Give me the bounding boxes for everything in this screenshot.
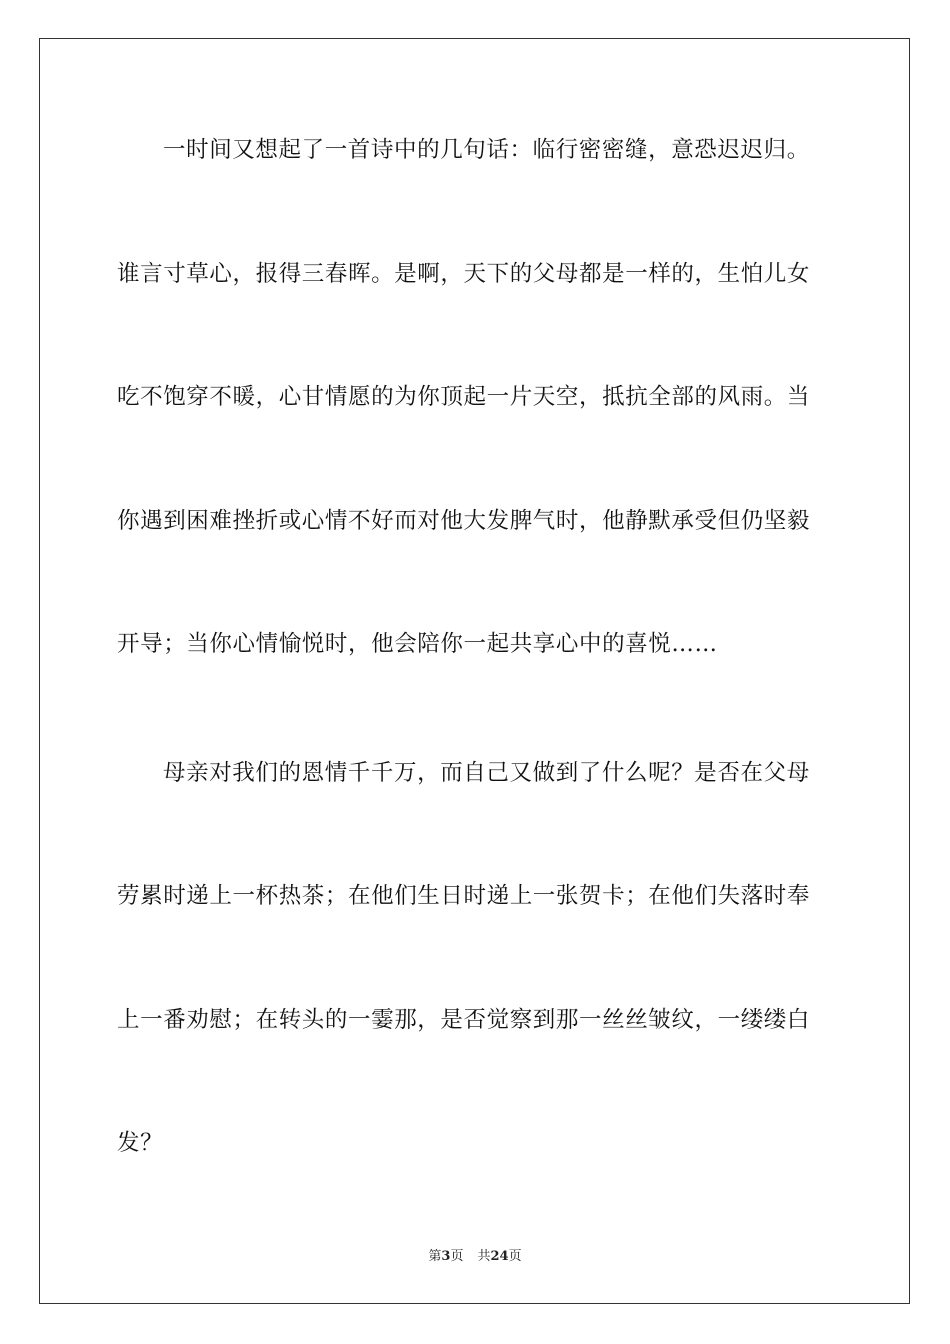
paragraph-2-line-4: 发？ <box>117 1130 164 1156</box>
total-pages: 24 <box>490 1249 509 1264</box>
paragraph-2-line-1: 母亲对我们的恩情千千万，而自己又做到了什么呢？是否在父母 <box>163 760 810 786</box>
page-prefix: 第 <box>428 1249 442 1264</box>
page-footer <box>0 1248 950 1266</box>
page-border <box>39 38 910 1304</box>
paragraph-1-line-1: 一时间又想起了一首诗中的几句话：临行密密缝，意恐迟迟归。 <box>163 137 810 163</box>
paragraph-1-line-5: 开导；当你心情愉悦时，他会陪你一起共享心中的喜悦…… <box>117 631 718 657</box>
total-prefix: 共 <box>477 1249 491 1264</box>
paragraph-1-line-2: 谁言寸草心，报得三春晖。是啊，天下的父母都是一样的，生怕儿女 <box>117 261 811 287</box>
page-suffix: 页 <box>450 1249 464 1264</box>
paragraph-1-line-3: 吃不饱穿不暖，心甘情愿的为你顶起一片天空，抵抗全部的风雨。当 <box>117 384 811 410</box>
page-number: 3 <box>441 1249 451 1264</box>
total-suffix: 页 <box>508 1249 522 1264</box>
paragraph-2-line-2: 劳累时递上一杯热茶；在他们生日时递上一张贺卡；在他们失落时奉 <box>117 883 811 909</box>
paragraph-2-line-3: 上一番劝慰；在转头的一霎那，是否觉察到那一丝丝皱纹，一缕缕白 <box>117 1007 811 1033</box>
paragraph-1-line-4: 你遇到困难挫折或心情不好而对他大发脾气时，他静默承受但仍坚毅 <box>117 508 811 534</box>
